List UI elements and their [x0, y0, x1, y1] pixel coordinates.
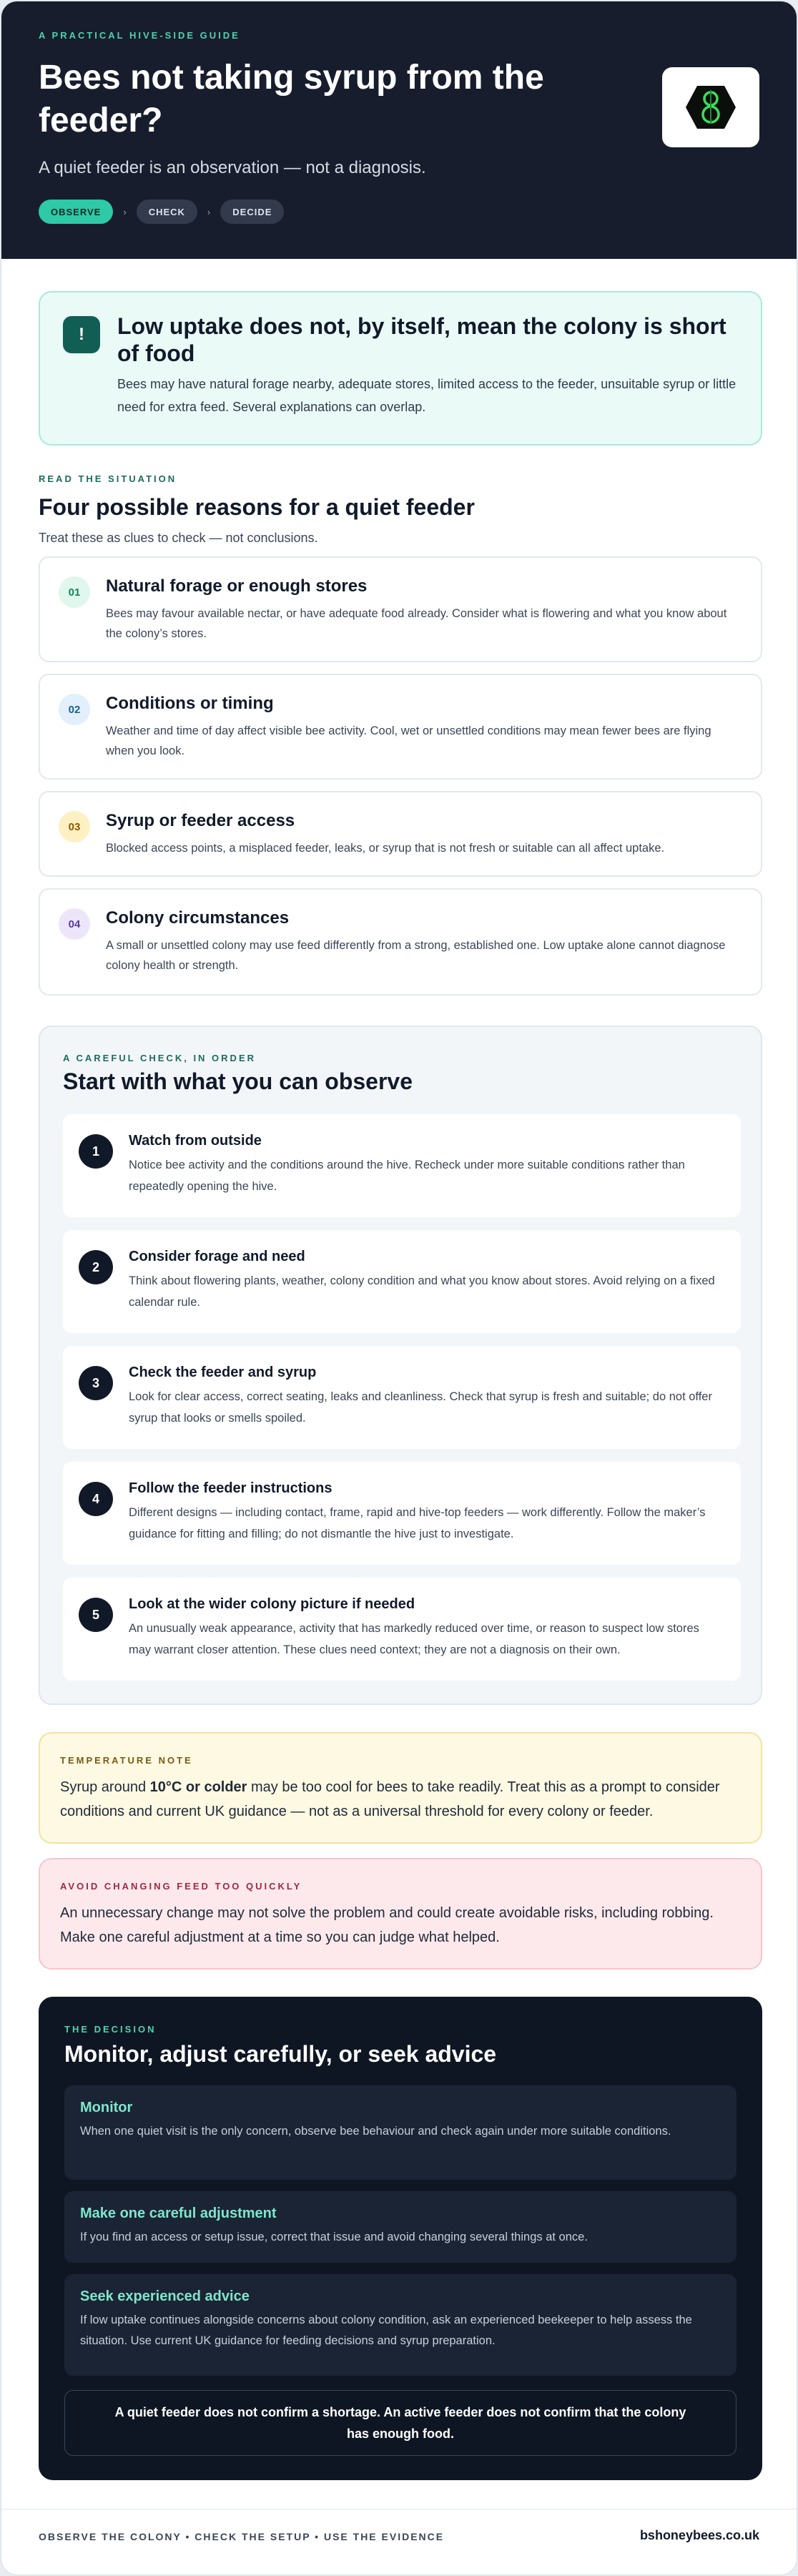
step-title: Watch from outside [129, 1133, 262, 1149]
step-body: Look for clear access, correct seating, leaks and cleanliness. Check that syrup is fresh and suitable; do not offer syrup that looks or smells spoiled. [129, 1390, 712, 1425]
step-number: 2 [79, 1250, 113, 1284]
careful-check-panel [39, 1026, 762, 1705]
check-step [63, 1462, 741, 1565]
reason-title: Natural forage or enough stores [106, 576, 368, 596]
check-step [63, 1114, 741, 1217]
reason-title: Conditions or timing [106, 694, 274, 713]
option-title: Monitor [80, 2100, 133, 2115]
reason-body: Weather and time of day affect visible bee activity. Cool, wet or unsettled conditions may mean fewer bees are flying when you look. [106, 724, 711, 757]
reason-title: Syrup or feeder access [106, 811, 295, 830]
step-number: 3 [79, 1366, 113, 1400]
key-message-callout [39, 291, 762, 446]
closing-statement: A quiet feeder does not confirm a shortage. An active feeder does not confirm that the colony has enough food. [64, 2390, 737, 2456]
chevron-right-icon: › [207, 206, 211, 217]
reason-card [39, 888, 762, 996]
step-pill-check: CHECK [137, 200, 197, 224]
callout-body: Bees may have natural forage nearby, adequate stores, limited access to the feeder, unsuitable syrup or little need for extra feed. Several explanations can overlap. [117, 377, 737, 414]
footer-site-link[interactable]: bshoneybees.co.uk [639, 2528, 759, 2542]
decision-option-advice [64, 2274, 737, 2376]
option-body: When one quiet visit is the only concern, observe bee behaviour and check again under more suitable conditions. [80, 2125, 671, 2138]
reason-card [39, 556, 762, 662]
temperature-text-before: Syrup around [60, 1779, 150, 1795]
situation-section [39, 473, 762, 546]
hero-header [1, 1, 797, 259]
step-title: Consider forage and need [129, 1249, 305, 1264]
reason-number-badge: 03 [59, 811, 90, 842]
reason-body: Bees may favour available nectar, or have adequate food already. Consider what is flowering and what you know about the colony’s stores. [106, 607, 727, 640]
check-eyebrow: A CAREFUL CHECK, IN ORDER [63, 1053, 257, 1063]
avoid-eyebrow: AVOID CHANGING FEED TOO QUICKLY [60, 1881, 302, 1892]
option-body: If you find an access or setup issue, correct that issue and avoid changing several things at once. [80, 2231, 588, 2243]
step-pills [39, 200, 759, 224]
option-title: Seek experienced advice [80, 2289, 250, 2304]
check-title: Start with what you can observe [63, 1068, 413, 1094]
step-number: 1 [79, 1134, 113, 1169]
decision-option-monitor [64, 2085, 737, 2180]
check-step [63, 1346, 741, 1449]
situation-lead: Treat these as clues to check — not conclusions. [39, 531, 318, 545]
reason-number-badge: 02 [59, 694, 90, 725]
situation-title: Four possible reasons for a quiet feeder [39, 494, 475, 520]
reason-card [39, 674, 762, 780]
reason-body: Blocked access points, a misplaced feeder, leaks, or syrup that is not fresh or suitable can all affect uptake. [106, 842, 665, 855]
hero-eyebrow: A PRACTICAL HIVE-SIDE GUIDE [39, 30, 240, 41]
decision-title: Monitor, adjust carefully, or seek advice [64, 2041, 497, 2067]
reason-card [39, 791, 762, 877]
avoid-body: An unnecessary change may not solve the problem and could create avoidable risks, including robbing. Make one careful adjustment at a time so you can judge what helped. [60, 1905, 714, 1945]
brand-logo [662, 67, 759, 147]
step-number: 5 [79, 1598, 113, 1632]
step-body: Notice bee activity and the conditions around the hive. Recheck under more suitable conditions rather than repeatedly opening the hive. [129, 1159, 685, 1193]
callout-title: Low uptake does not, by itself, mean the colony is short of food [117, 313, 726, 366]
temperature-body [60, 1775, 732, 1824]
step-body: Think about flowering plants, weather, colony condition and what you know about stores. Avoid relying on a fixed calendar rule. [129, 1274, 715, 1309]
decision-panel [39, 1997, 762, 2480]
option-body: If low uptake continues alongside concerns about colony condition, ask an experienced beekeeper to help assess the situation. Use current UK guidance for feeding decisions and syrup preparation. [80, 2314, 692, 2347]
temperature-text-after: may be too cool for bees to take readily. Treat this as a prompt to consider conditions and current UK guidance — not as a universal threshold for every colony or feeder. [60, 1779, 720, 1819]
temperature-eyebrow: TEMPERATURE NOTE [60, 1755, 193, 1766]
situation-eyebrow: READ THE SITUATION [39, 473, 177, 484]
footer-tagline: OBSERVE THE COLONY • CHECK THE SETUP • USE THE EVIDENCE [39, 2531, 445, 2542]
alert-icon: ! [63, 316, 100, 353]
decision-eyebrow: THE DECISION [64, 2024, 157, 2035]
step-title: Follow the feeder instructions [129, 1480, 332, 1496]
page [1, 1, 797, 2575]
step-title: Check the feeder and syrup [129, 1365, 317, 1380]
step-title: Look at the wider colony picture if needed [129, 1596, 415, 1612]
reason-body: A small or unsettled colony may use feed differently from a strong, established one. Low uptake alone cannot diagnose colony health or strength. [106, 939, 726, 972]
reason-number-badge: 04 [59, 908, 90, 940]
temperature-threshold: 10°C or colder [149, 1779, 247, 1795]
option-title: Make one careful adjustment [80, 2206, 277, 2221]
step-pill-observe: OBSERVE [39, 200, 113, 224]
avoid-change-note [39, 1858, 762, 1970]
step-pill-decide: DECIDE [220, 200, 284, 224]
decision-option-adjust [64, 2191, 737, 2263]
reason-number-badge: 01 [59, 576, 90, 608]
reason-title: Colony circumstances [106, 908, 290, 928]
page-subtitle: A quiet feeder is an observation — not a diagnosis. [39, 158, 426, 177]
check-step [63, 1230, 741, 1333]
check-step [63, 1578, 741, 1681]
honeybee-hexagon-logo-icon [684, 84, 737, 130]
chevron-right-icon: › [123, 206, 127, 217]
step-body: An unusually weak appearance, activity that has markedly reduced over time, or reason to suspect low stores may warrant closer attention. These clues need context; they are not a diagnosis on their own. [129, 1622, 699, 1656]
step-number: 4 [79, 1482, 113, 1516]
step-body: Different designs — including contact, frame, rapid and hive-top feeders — work differently. Follow the maker’s guidance for fitting and filling; do not dismantle the hive just to investigate. [129, 1506, 706, 1540]
temperature-note [39, 1732, 762, 1844]
page-title: Bees not taking syrup from the feeder? [39, 59, 544, 139]
